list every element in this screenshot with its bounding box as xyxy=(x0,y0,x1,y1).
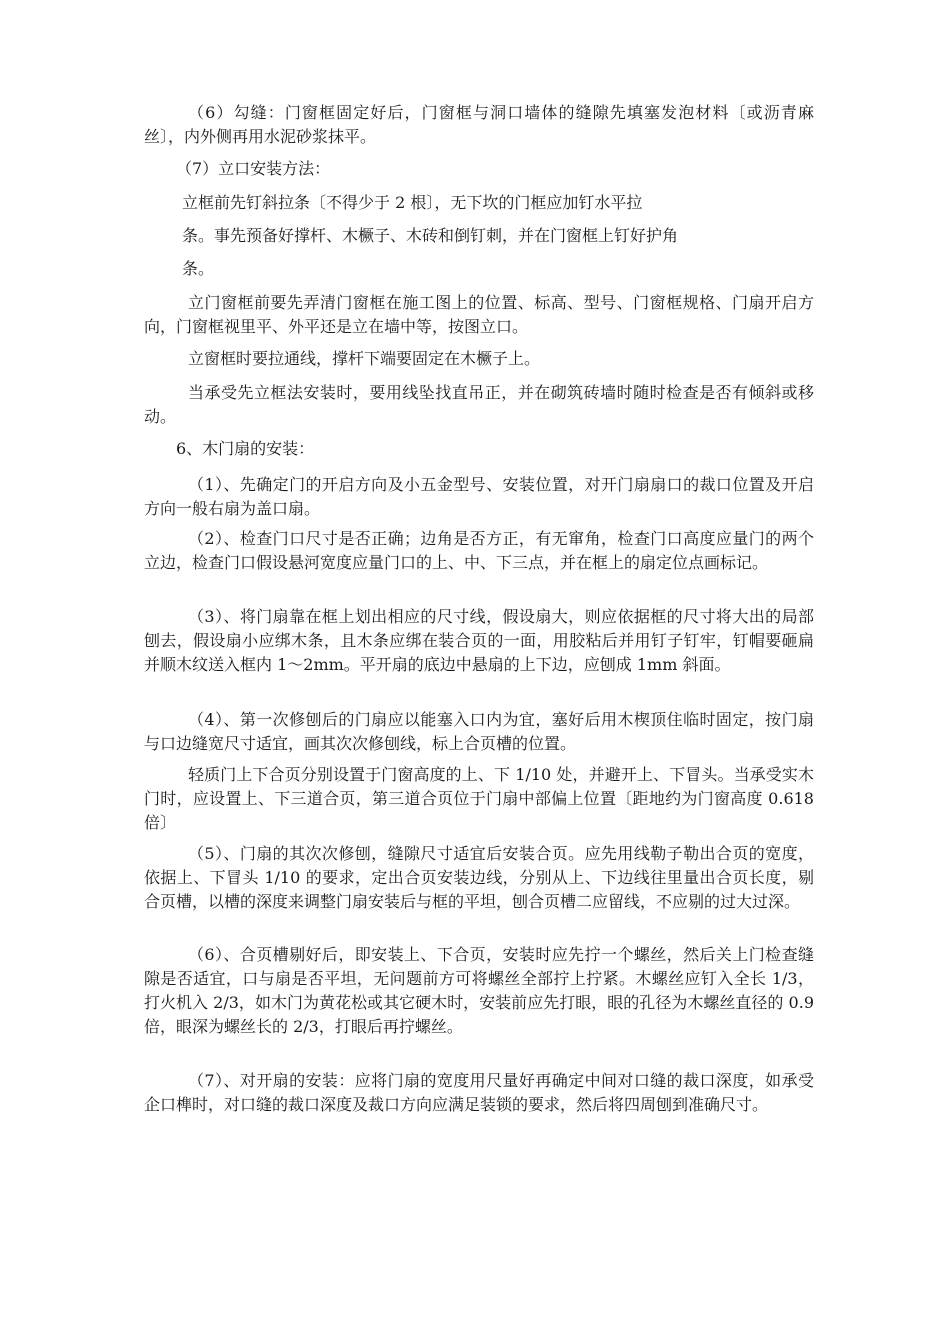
paragraph-step-5: （5）、门扇的其次次修刨，缝隙尺寸适宜后安装合页。应先用线勒子勒出合页的宽度，依据上、下冒头 1/10 的要求，定出合页安装边线，分别从上、下边线往里量出合页长度，剔合页槽，以槽的深度来调整门扇安装后与框的平坦，刨合页槽二应留线，不应剔的过大过深。 xyxy=(144,844,814,911)
paragraph-bracing-line-1: 立框前先钉斜拉条〔不得少于 2 根〕，无下坎的门框应加钉水平拉 xyxy=(182,193,643,212)
paragraph-bracing-line-3: 条。 xyxy=(182,259,215,278)
paragraph-frame-position: 立门窗框前要先弄清门窗框在施工图上的位置、标高、型号、门窗框规格、门扇开启方向，门窗框视里平、外平还是立在墙中等，按图立口。 xyxy=(144,293,814,336)
paragraph-sealing: （6）勾缝：门窗框固定好后，门窗框与洞口墙体的缝隙先填塞发泡材料〔或沥青麻丝〕，内外侧再用水泥砂浆抹平。 xyxy=(144,103,814,146)
paragraph-step-3: （3）、将门扇靠在框上划出相应的尺寸线，假设扇大，则应依据框的尺寸将大出的局部刨去，假设扇小应绑木条，且木条应绑在装合页的一面，用胶粘后并用钉子钉牢，钉帽要砸扁并顺木纹送入框内 1～2mm。平开扇的底边中悬扇的上下边，应刨成 1mm 斜面。 xyxy=(144,607,814,674)
paragraph-step-6: （6）、合页槽剔好后，即安装上、下合页，安装时应先拧一个螺丝，然后关上门检查缝隙是否适宜，口与扇是否平坦，无问题前方可将螺丝全部拧上拧紧。木螺丝应钉入全长 1/3，打火机入 2/3，如木门为黄花松或其它硬木时，安装前应先打眼，眼的孔径为木螺丝直径的 0.9 倍，眼深为螺丝长的 2/3，打眼后再拧螺丝。 xyxy=(144,945,814,1036)
paragraph-install-method-heading: （7）立口安装方法： xyxy=(176,159,331,178)
section-heading-door-leaf: 6、木门扇的安装： xyxy=(176,439,315,458)
paragraph-step-2: （2）、检查门口尺寸是否正确；边角是否方正，有无窜角，检查门口高度应量门的两个立边，检查门口假设悬河宽度应量门口的上、中、下三点，并在框上的扇定位点画标记。 xyxy=(144,529,814,572)
paragraph-plumb-check: 当承受先立框法安装时，要用线坠找直吊正，并在砌筑砖墙时随时检查是否有倾斜或移动。 xyxy=(144,383,814,426)
paragraph-step-4: （4）、第一次修刨后的门扇应以能塞入口内为宜，塞好后用木楔顶住临时固定，按门扇与口边缝宽尺寸适宜，画其次次修刨线，标上合页槽的位置。 xyxy=(144,710,814,753)
paragraph-window-frame: 立窗框时要拉通线，撑杆下端要固定在木橛子上。 xyxy=(188,349,541,368)
paragraph-step-7: （7）、对开扇的安装：应将门扇的宽度用尺量好再确定中间对口缝的裁口深度，如承受企口榫时，对口缝的裁口深度及裁口方向应满足装锁的要求，然后将四周刨到准确尺寸。 xyxy=(144,1071,814,1114)
paragraph-step-1: （1）、先确定门的开启方向及小五金型号、安装位置，对开门扇扇口的裁口位置及开启方向一般右扇为盖口扇。 xyxy=(144,475,814,518)
paragraph-hinge-placement: 轻质门上下合页分别设置于门窗高度的上、下 1/10 处，并避开上、下冒头。当承受实木门时，应设置上、下三道合页，第三道合页位于门扇中部偏上位置〔距地约为门窗高度 0.618 倍〕 xyxy=(144,765,814,832)
paragraph-bracing-line-2: 条。事先预备好撑杆、木橛子、木砖和倒钉刺，并在门窗框上钉好护角 xyxy=(182,226,679,245)
